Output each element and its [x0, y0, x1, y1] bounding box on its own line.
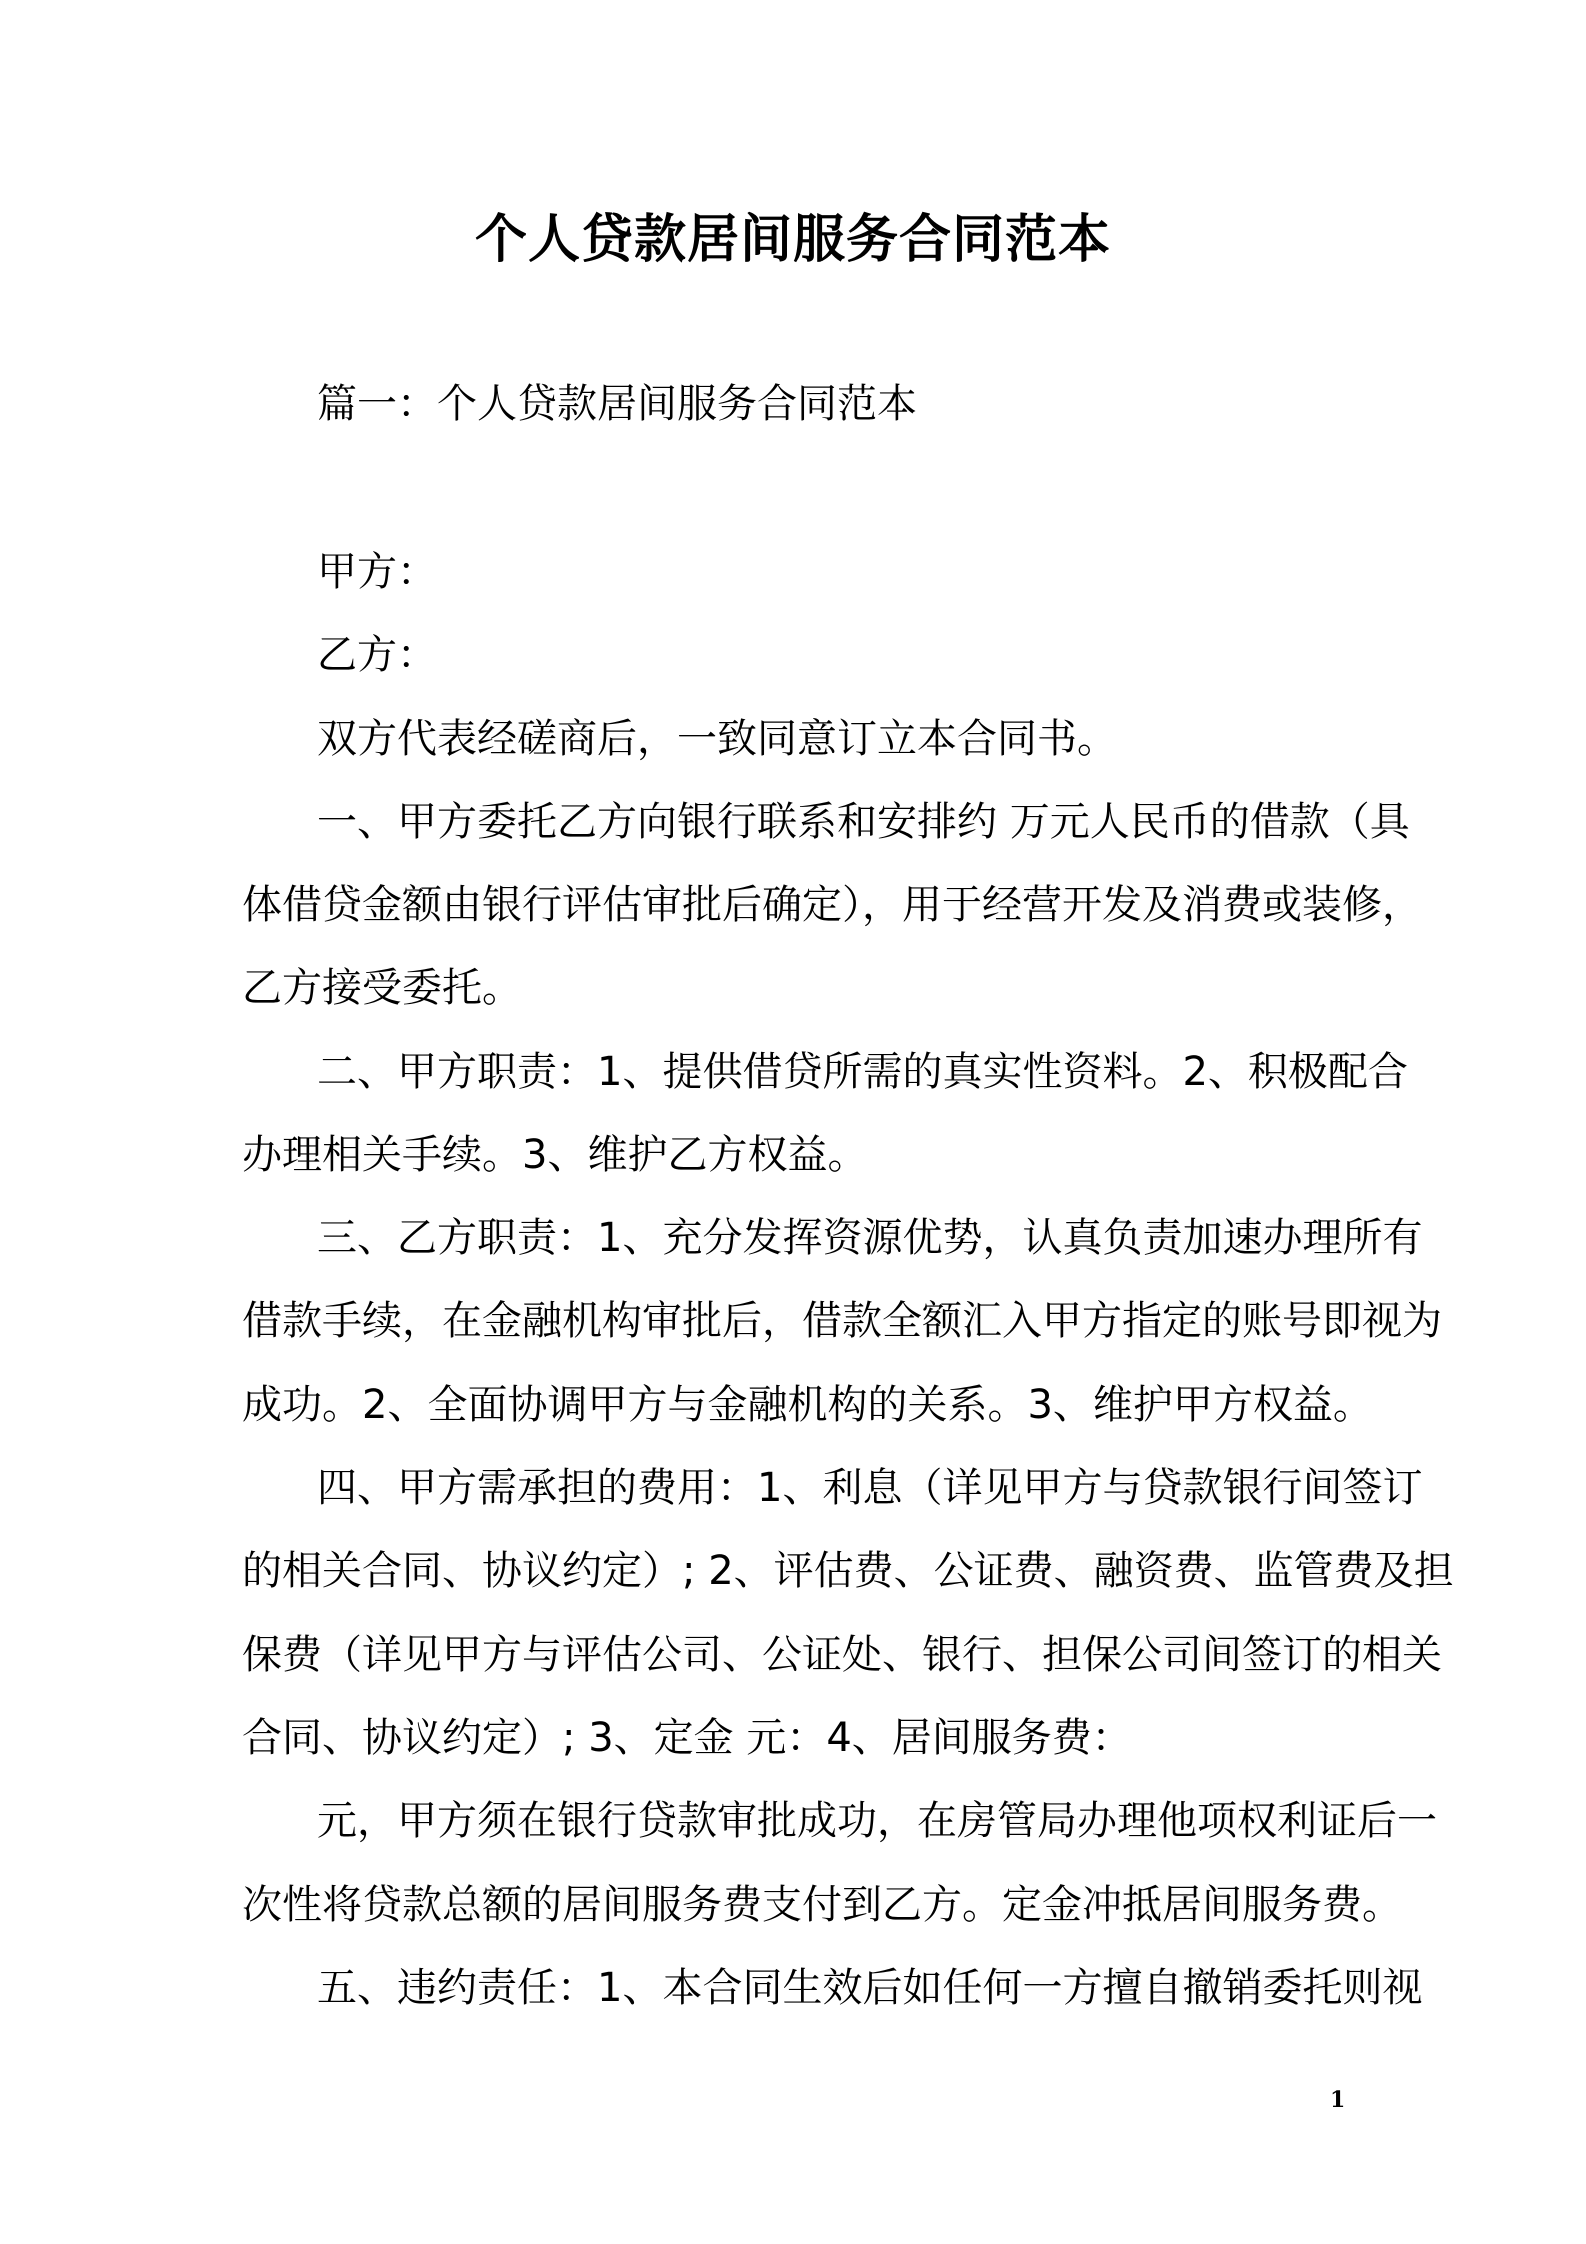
paragraph-line: 办理相关手续。3、维护乙方权益。: [242, 1132, 868, 1178]
paragraph-line: 双方代表经磋商后，一致同意订立本合同书。: [317, 716, 1117, 762]
paragraph-line: 乙方接受委托。: [242, 965, 522, 1011]
paragraph-line: 成功。2、全面协调甲方与金融机构的关系。3、维护甲方权益。: [242, 1382, 1373, 1428]
party-a-label: 甲方：: [317, 549, 437, 595]
page-number: 1: [1330, 2087, 1346, 2113]
paragraph-line: 保费（详见甲方与评估公司、公证处、银行、担保公司间签订的相关: [242, 1632, 1442, 1678]
paragraph-line: 借款手续，在金融机构审批后，借款全额汇入甲方指定的账号即视为: [242, 1298, 1442, 1344]
paragraph-line: 二、甲方职责：1、提供借贷所需的真实性资料。2、积极配合: [317, 1049, 1408, 1095]
paragraph-line: 三、乙方职责：1、充分发挥资源优势，认真负责加速办理所有: [317, 1215, 1423, 1261]
paragraph-line: 体借贷金额由银行评估审批后确定），用于经营开发及消费或装修，: [242, 882, 1422, 928]
paragraph-line: 次性将贷款总额的居间服务费支付到乙方。定金冲抵居间服务费。: [242, 1882, 1402, 1928]
section-heading: 篇一：个人贷款居间服务合同范本: [317, 381, 917, 427]
paragraph-line: 的相关合同、协议约定）; 2、评估费、公证费、融资费、监管费及担: [242, 1548, 1454, 1594]
paragraph-line: 五、违约责任：1、本合同生效后如任何一方擅自撤销委托则视: [317, 1965, 1423, 2011]
paragraph-line: 合同、协议约定）; 3、定金 元：4、居间服务费：: [242, 1715, 1132, 1761]
paragraph-line: 一、甲方委托乙方向银行联系和安排约 万元人民币的借款（具: [317, 799, 1410, 845]
document-title: 个人贷款居间服务合同范本: [474, 210, 1111, 270]
paragraph-line: 元，甲方须在银行贷款审批成功，在房管局办理他项权利证后一: [317, 1798, 1437, 1844]
paragraph-line: 四、甲方需承担的费用：1、利息（详见甲方与贷款银行间签订: [317, 1465, 1423, 1511]
party-b-label: 乙方：: [317, 632, 437, 678]
